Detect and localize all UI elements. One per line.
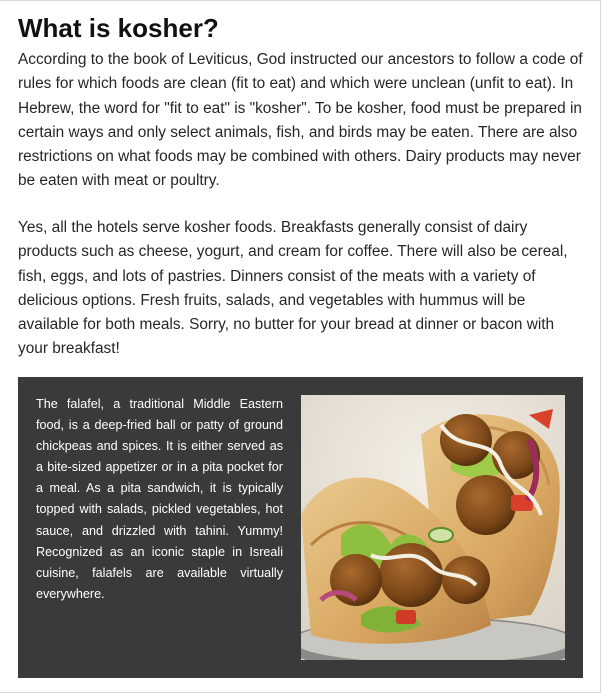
hotels-paragraph: Yes, all the hotels serve kosher foods. Breakfasts generally consist of dairy products such as cheese, yogurt, and cream for coffee. There will also be cereal, fish, eggs, and lots of pastries. Dinners consist of the meats with a variety of delicious options. Fresh fruits, salads, and vegetables with hummus will be available for both meals. Sorry, no butter for your bread at dinner or bacon with your breakfast! (18, 219, 568, 358)
falafel-description: The falafel, a traditional Middle Eastern food, is a deep-fried ball or patty of ground chickpeas and spices. It is either served as a bite-sized appetizer or in a pita pocket for a meal. As a pita sandwich, it is typically topped with salads, pickled vegetables, hot sauce, and drizzled with tahini. Yummy! Recognized as an iconic staple in Isreali cuisine, falafels are available virtually everywhere. (36, 397, 283, 601)
intro-paragraph: According to the book of Leviticus, God instructed our ancestors to follow a code of rules for which foods are clean (fit to eat) and which were unclean (unfit to eat). In Hebrew, the word for "fit to eat" is "kosher". To be kosher, food must be prepared in certain ways and only select animals, fish, and birds may be eaten. There are also restrictions on what foods may be combined with others. Dairy products may never be eaten with meat or poultry. (18, 51, 583, 190)
page-title: What is kosher? (18, 13, 219, 43)
falafel-callout (18, 377, 583, 678)
falafel-pita-photo (301, 395, 565, 660)
falafel-pita-illustration (301, 395, 565, 660)
